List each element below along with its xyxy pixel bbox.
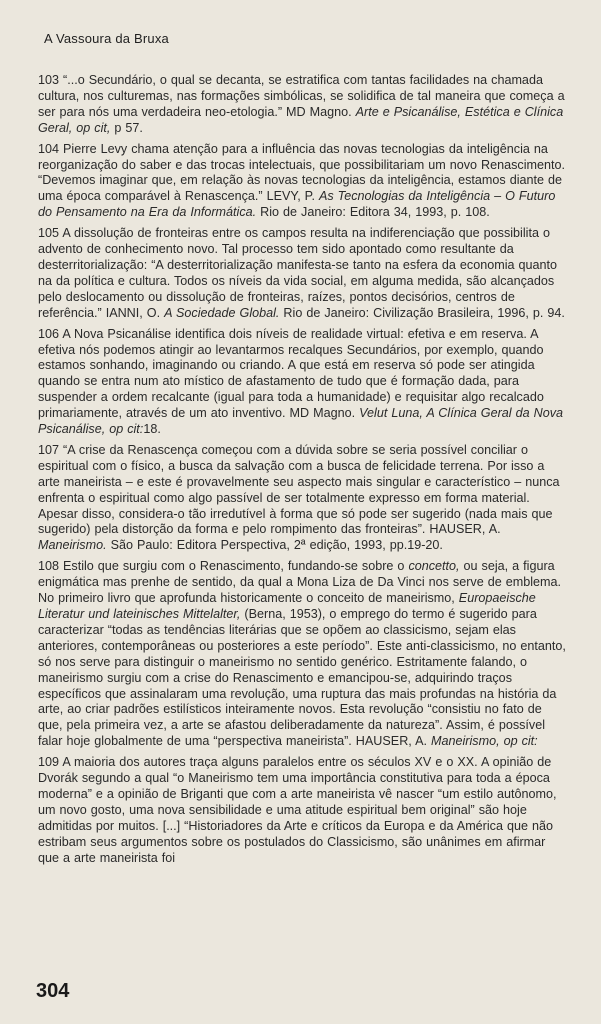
footnote-105 [38,226,566,321]
citation-title: Maneirismo. [38,538,107,553]
citation-title: Velut Luna, A Clínica Geral da Nova Psicanálise, op cit: [38,406,564,437]
note-text: 109 A maioria dos autores traça alguns paralelos entre os séculos XV e o XX. A opinião de Dvorák segundo a qual “o Maneirismo tem uma importância constitutiva para toda a época moderna” e a opinião de Briganti que com a arte maneirista vê nascer “um estilo autônomo, um novo gosto, uma nova sensibilidade e uma atitude espiritual bem original” são hoje admitidas por muitos. [...] “Historiadores da Arte e críticos da Europa e da América que não estribam seus argumentos sobre os postulados do Classicismo, são unânimes em afirmar que a arte maneirista foi [38,755,557,865]
note-text: p 57. [110,120,143,135]
footnote-103 [38,73,566,137]
footnote-108 [38,559,566,750]
note-text: (Berna, 1953), o emprego do termo é sugerido para caracterizar “todas as tendências literárias que se opõem ao classicismo, sejam elas anteriores, contemporâneas ou posteriores a este período”. Este anti-classicismo, no entanto, só nos serve para distinguir o maneirismo no sentido genérico. Estritamente falando, o maneirismo surgiu com a crise do Renascimento e emancipou-se, adquirindo traços específicos que assinalaram uma revolução, uma ruptura das mais profundas na história da arte, ao criar padrões estilísticos inteiramente novos. Esta revolução “consistiu no fato de que, pela primeira vez, a arte se afastou deliberadamente da natureza”. Assim, é possível falar hoje globalmente de uma “perspectiva maneirista”. HAUSER, A. [38,607,566,749]
note-text: 107 “A crise da Renascença começou com a dúvida sobre se seria possível conciliar o espiritual com o físico, a busca da salvação com a busca de felicidade terrena. Por isso a arte maneirista – e este é provavelmente seu aspecto mais singular e característico – nunca enfrenta o espiritual como algo passível de ser totalmente expresso em forma material. Apesar disso, considera-o tão irredutível à forma que só pode ser sugerido (nada mais que sugerido) pela distorção da forma e pelo rompimento das fronteiras”. HAUSER, A. [38,442,560,537]
note-text: 105 A dissolução de fronteiras entre os campos resulta na indiferenciação que possibilita o advento de conhecimento novo. Tal processo tem sido apontado como resultante da desterritorialização: “A desterritorialização manifesta-se tanto na esfera da economia quanto na da política e cultura. Todos os níveis da vida social, em alguma medida, são alcançados pelo deslocamento ou dissolução de fronteiras, raízes, pontos decisórios, centros de referência.” IANNI, O. [38,226,558,320]
note-text: Rio de Janeiro: Editora 34, 1993, p. 108. [256,205,490,220]
citation-title: Maneirismo, op cit: [431,734,538,749]
footnote-107 [38,443,566,554]
citation-title: As Tecnologias da Inteligência – O Futuro do Pensamento na Era da Informática. [38,189,556,220]
citation-title: Arte e Psicanálise, Estética e Clínica Geral, op cit, [38,104,564,135]
footnote-104 [38,142,566,222]
note-text: 104 Pierre Levy chama atenção para a influência das novas tecnologias da inteligência na reorganização do saber e das trocas intelectuais, que possibilitariam um novo Renascimento. “Devemos imaginar que, em relação às novas tecnologias da inteligência, estamos diante de uma época comparável à Renascença.” LEVY, P. [38,141,566,204]
footnote-106 [38,327,566,438]
footnote-109 [38,755,566,866]
note-text: 103 “...o Secundário, o qual se decanta, se estratifica com tantas facilidades na chamada cultura, nos culturemas, nas formações simbólicas, se solidifica de tal maneira que começa a ser para nós uma verdadeira neo-etologia.” MD Magno. [38,73,565,119]
note-text: 106 A Nova Psicanálise identifica dois níveis de realidade virtual: efetiva e em reserva. A efetiva nós podemos atingir ao levantarmos recalques Secundários, por exemplo, quando estamos sonhando, imaginando ou criando. A que está em reserva só pode ser atingida quando se entra num ato místico de afastamento de tudo que é formação dada, para suspender a ordem recalcante (igual para toda a humanidade) e requisitar algo recalcado primariamente, através de um ato inventivo. MD Magno. [38,326,544,421]
note-text: Rio de Janeiro: Civilização Brasileira, 1996, p. 94. [279,305,565,320]
note-text: 18. [143,422,161,437]
note-text: ou seja, a figura enigmática mas prenhe de sentido, da qual a Mona Liza de Da Vinci nos serve de emblema. No primeiro livro que aprofunda historicamente o conceito de maneirismo, [38,559,562,606]
note-text: 108 Estilo que surgiu com o Renascimento, fundando-se sobre o [38,559,409,574]
citation-title: Europaeische Literatur und lateinisches Mittelalter, [38,591,536,621]
page-number: 304 [36,980,70,1002]
note-text: São Paulo: Editora Perspectiva, 2ª edição, 1993, pp.19-20. [106,538,443,553]
citation-title: concetto, [408,559,460,574]
footnotes [38,73,566,872]
citation-title: A Sociedade Global. [164,305,280,320]
running-title: A Vassoura da Bruxa [44,31,169,46]
